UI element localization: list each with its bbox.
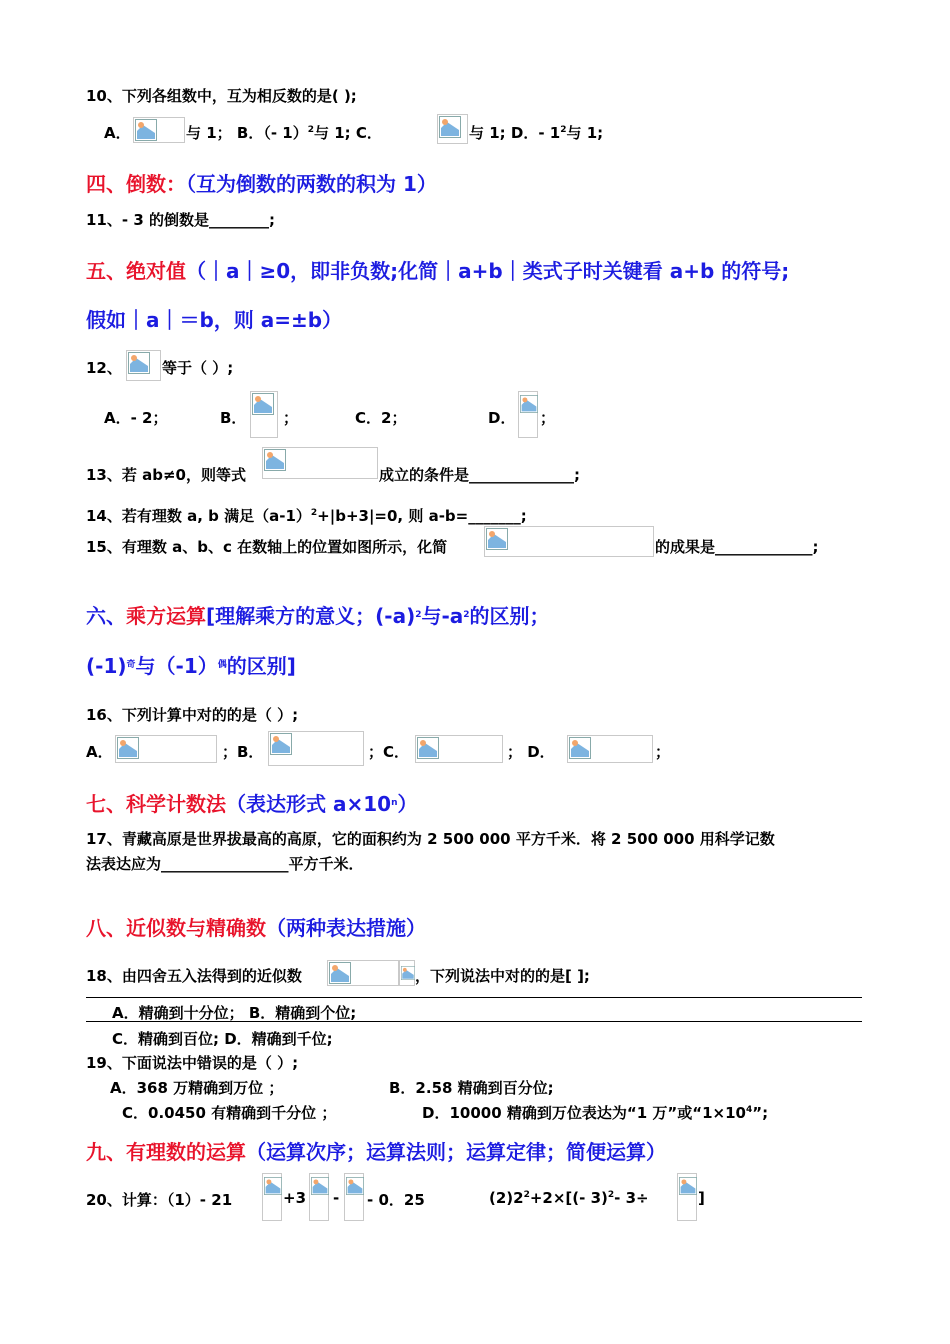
question-19-option-d: D．10000 精确到万位表达为“1 万”或“$1\times 10^4$”; — [422, 1104, 769, 1122]
section-7-heading: 七、科学计数法（表达形式 $a\times 10^n$） — [86, 792, 418, 816]
question-16-option-d-label: ； D． — [507, 743, 555, 761]
question-17-line1: 17、青藏高原是世界拔最高的高原，它的面积约为 2 500 000 平方千米．将 2 500 000 用科学记数 — [86, 830, 775, 848]
question-12-option-b-label: B． — [220, 409, 247, 427]
broken-image-icon — [327, 960, 399, 986]
question-20-part1-d: - 0．25 — [367, 1191, 425, 1209]
broken-image-icon — [677, 1173, 697, 1221]
broken-image-icon — [567, 735, 653, 763]
question-20-part2-end: ] — [698, 1189, 705, 1207]
question-10-stem: 10、下列各组数中，互为相反数的是( ); — [86, 87, 357, 105]
question-20-part1-a: 20、计算：（1）- 21 — [86, 1191, 233, 1209]
question-16-stem: 16、下列计算中对的的是（ ）; — [86, 706, 299, 724]
question-19-option-b: B．2.58 精确到百分位; — [389, 1079, 554, 1097]
broken-image-icon — [309, 1173, 329, 1221]
question-20-part1-b: +3 — [283, 1189, 307, 1207]
question-18-stem-end: ，下列说法中对的的是[ ]; — [415, 967, 590, 985]
broken-image-icon — [133, 117, 185, 143]
broken-image-icon — [268, 731, 364, 766]
question-12-option-d-end: ； — [540, 409, 556, 427]
section-5-heading: 五、绝对值（｜a｜≥0，即非负数;化简｜a+b｜类式子时关键看 a+b 的符号; — [86, 259, 790, 283]
section-6-heading: 六、乘方运算[理解乘方的意义；$(-a)^2$与$-a^2$的区别； — [86, 604, 550, 628]
question-16-option-a-label: A． — [86, 743, 113, 761]
question-12-option-a: A．- 2； — [104, 409, 168, 427]
broken-image-icon — [126, 350, 161, 381]
question-20-part2: $(2)2^2+2\times[(-$ 3)$^2$- 3÷ — [489, 1189, 649, 1207]
question-13-a: 13、若 ab≠0，则等式 — [86, 466, 246, 484]
broken-image-icon — [437, 114, 468, 144]
broken-image-icon — [518, 391, 538, 438]
broken-image-icon — [415, 735, 503, 763]
broken-image-icon — [399, 960, 415, 986]
question-11: 11、- 3 的倒数是________; — [86, 211, 275, 229]
section-4-heading: 四、倒数：（互为倒数的两数的积为 1） — [86, 172, 437, 196]
broken-image-icon — [115, 735, 217, 763]
question-10-option-d: 与 1; D．- $1^2$与 1; — [469, 124, 604, 142]
broken-image-icon — [484, 526, 654, 557]
question-12-option-d-label: D． — [488, 409, 516, 427]
question-16-end: ； — [655, 743, 671, 761]
question-13-b: 成立的条件是______________; — [379, 466, 580, 484]
question-12-option-c: C．2； — [355, 409, 407, 427]
section-6-heading-line2: $(-1)^奇$与$(-1)^偶$的区别] — [86, 654, 296, 678]
question-15-b: 的成果是_____________; — [655, 538, 819, 556]
question-19-option-a: A．368 万精确到万位 ； — [110, 1079, 284, 1097]
question-20-part1-c: - — [333, 1189, 340, 1207]
question-18-stem: 18、由四舍五入法得到的近似数 — [86, 967, 302, 985]
section-8-heading: 八、近似数与精确数（两种表达措施） — [86, 916, 426, 940]
broken-image-icon — [262, 1173, 282, 1221]
broken-image-icon — [344, 1173, 364, 1221]
question-16-option-c-label: ；C． — [368, 743, 410, 761]
question-19-option-c: C．0.0450 有精确到千分位 ； — [122, 1104, 337, 1122]
broken-image-icon — [262, 447, 378, 479]
section-9-heading: 九、有理数的运算（运算次序；运算法则；运算定律；简便运算） — [86, 1140, 666, 1164]
question-12-number: 12、 — [86, 359, 122, 377]
question-16-option-b-label: ；B． — [222, 743, 264, 761]
question-10-option-b: 与 1； B．（- 1）$^2$与 1; C． — [186, 124, 382, 142]
divider-line — [86, 1021, 862, 1022]
question-17-line2: 法表达应为_________________平方千米． — [86, 855, 364, 873]
question-19-stem: 19、下面说法中错误的是（ ）; — [86, 1054, 299, 1072]
question-10-option-a-label: A． — [104, 124, 131, 142]
question-14: 14、若有理数 a, b 满足$(a-1)^2+|b+3|=0$, 则 a-b=_______; — [86, 507, 527, 525]
question-18-options-ab: A．精确到十分位； B．精确到个位; — [112, 1004, 357, 1022]
question-12-stem: 等于（ ）; — [162, 359, 234, 377]
question-12-option-b-end: ； — [283, 409, 299, 427]
broken-image-icon — [250, 391, 278, 438]
question-18-options-cd: C．精确到百位; D．精确到千位; — [112, 1030, 333, 1048]
section-5-heading-line2: 假如｜a｜＝b，则 a=±b） — [86, 308, 343, 332]
divider-line — [86, 997, 862, 998]
question-15-a: 15、有理数 a、b、c 在数轴上的位置如图所示，化简 — [86, 538, 448, 556]
